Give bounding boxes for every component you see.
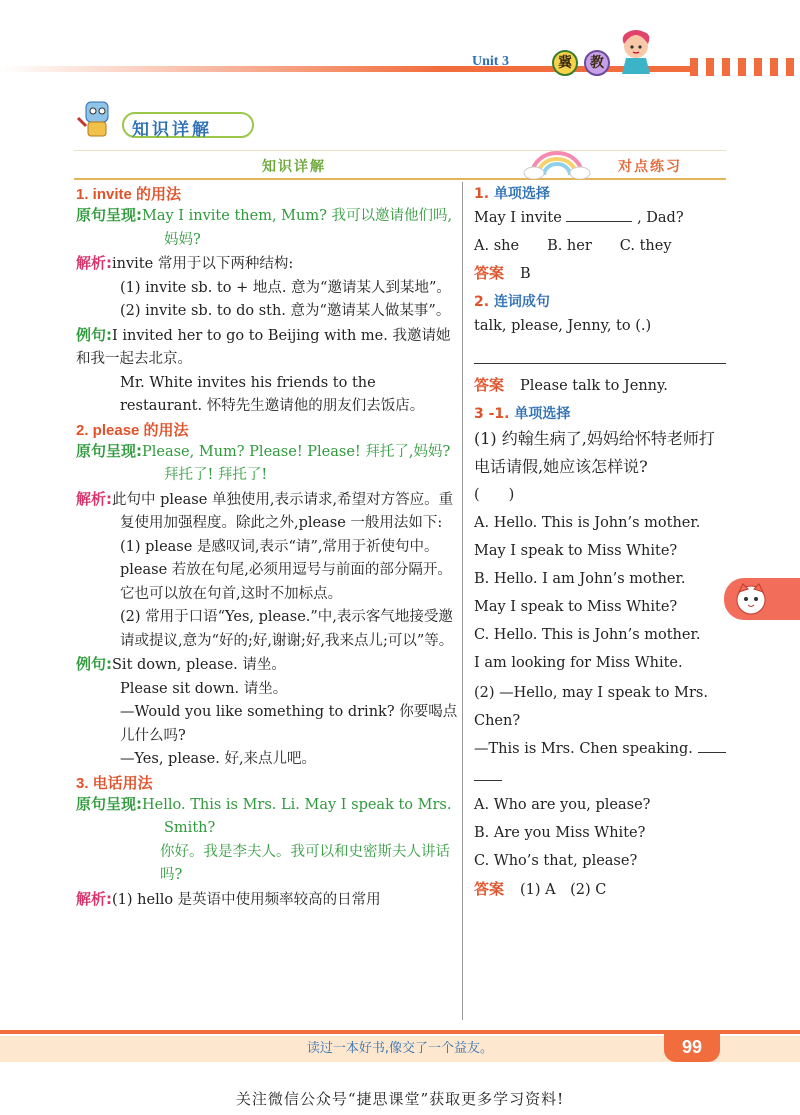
point-1-analysis-1: (1) invite sb. to + 地点. 意为“邀请某人到某地”。 bbox=[120, 279, 451, 296]
analysis-text: (1) hello 是英语中使用频率较高的日常用 bbox=[112, 891, 381, 908]
original-sentence-text: Hello. This is Mrs. Li. May I speak to Mrs. Smith? bbox=[142, 796, 452, 836]
q2-number: 2. bbox=[474, 293, 490, 310]
q1-options bbox=[474, 235, 726, 259]
q1-stem-b: , Dad? bbox=[637, 210, 684, 226]
q1-stem-a: May I invite bbox=[474, 210, 562, 226]
point-3-original-translation: 你好。我是李夫人。我可以和史密斯夫人讲话吗? bbox=[160, 843, 450, 883]
q3-2-option-c[interactable]: C. Who’s that, please? bbox=[474, 852, 638, 869]
girl-mascot-icon bbox=[606, 30, 666, 74]
point-3-analysis bbox=[76, 888, 458, 913]
point-2-example-2: Please sit down. 请坐。 bbox=[120, 680, 288, 697]
q3-2-blank-cont bbox=[474, 763, 726, 791]
q1-option-c[interactable]: C. they bbox=[619, 237, 672, 254]
q2-title: 连词成句 bbox=[493, 293, 550, 310]
q1-answer-value: B bbox=[520, 266, 531, 282]
footer-quote: 读过一本好书,像交了一个益友。 bbox=[0, 1036, 800, 1062]
q3-title: 单项选择 bbox=[514, 405, 571, 422]
original-sentence-text: May I invite them, Mum? 我可以邀请他们吗,妈妈? bbox=[142, 208, 453, 248]
point-3-heading: 3. 电话用法 bbox=[76, 774, 153, 792]
point-3-original-sentence bbox=[76, 793, 458, 841]
analysis-text: invite 常用于以下两种结构: bbox=[112, 256, 294, 272]
column-header-band bbox=[74, 150, 726, 180]
cat-face-icon bbox=[734, 582, 768, 616]
rainbow-cloud-icon bbox=[522, 149, 592, 179]
section-heading bbox=[74, 98, 254, 140]
q3-heading bbox=[474, 403, 726, 423]
publisher-badge-ji: 冀 bbox=[552, 50, 578, 76]
q3-answer bbox=[474, 875, 726, 905]
checker-decoration bbox=[690, 58, 800, 76]
point-1-analysis-2: (2) invite sb. to do sth. 意为“邀请某人做某事”。 bbox=[120, 303, 451, 319]
q1-answer bbox=[474, 262, 726, 287]
q3-2-reply-text: —This is Mrs. Chen speaking. bbox=[474, 740, 693, 757]
example-text: Sit down, please. 请坐。 bbox=[112, 657, 286, 673]
q3-1-option-a-line1[interactable]: A. Hello. This is John’s mother. bbox=[474, 514, 701, 531]
answer-label: 答案 bbox=[474, 879, 505, 898]
header-rule bbox=[0, 66, 800, 72]
original-sentence-label: 原句呈现: bbox=[76, 441, 142, 460]
q1-blank[interactable] bbox=[566, 208, 632, 222]
q1-title: 单项选择 bbox=[493, 186, 550, 202]
point-2-example-1 bbox=[76, 653, 458, 678]
section-heading-text: 知识详解 bbox=[132, 120, 212, 140]
unit-label: Unit 3 bbox=[472, 54, 509, 69]
q3-1-option-a-line2: May I speak to Miss White? bbox=[474, 542, 678, 559]
point-1-original-sentence bbox=[76, 204, 458, 252]
q3-1-option-b-line1[interactable]: B. Hello. I am John’s mother. bbox=[474, 570, 686, 587]
q2-answer-line[interactable] bbox=[474, 344, 726, 364]
point-1-example-2: Mr. White invites his friends to the restaurant. 怀特先生邀请他的朋友们去饭店。 bbox=[120, 374, 425, 414]
q1-option-b[interactable]: B. her bbox=[547, 237, 592, 254]
analysis-label: 解析: bbox=[76, 254, 112, 272]
q1-option-a[interactable]: A. she bbox=[474, 237, 520, 254]
q2-answer-value: Please talk to Jenny. bbox=[520, 378, 668, 394]
q3-1-paren[interactable]: ( ) bbox=[474, 486, 515, 503]
analysis-text: 此句中 please 单独使用,表示请求,希望对方答应。重复使用加强程度。除此之外,please 一般用法如下: bbox=[112, 491, 454, 531]
exercise-column bbox=[474, 183, 726, 905]
q2-heading bbox=[474, 291, 726, 311]
answer-label: 答案 bbox=[474, 376, 505, 394]
analysis-label: 解析: bbox=[76, 489, 112, 508]
q3-answer-value: (1) A (2) C bbox=[520, 881, 607, 898]
original-sentence-label: 原句呈现: bbox=[76, 794, 142, 813]
band-right-label: 对点练习 bbox=[618, 159, 682, 175]
point-1-analysis bbox=[76, 252, 458, 277]
q1-number: 1. bbox=[474, 186, 490, 202]
original-sentence-label: 原句呈现: bbox=[76, 206, 142, 224]
point-2-heading: 2. please 的用法 bbox=[76, 421, 189, 439]
point-2-example-3: —Would you like something to drink? 你要喝点儿什么吗? bbox=[120, 704, 458, 744]
example-text: I invited her to go to Beijing with me. 我邀请她和我一起去北京。 bbox=[76, 327, 451, 367]
point-1-example-1 bbox=[76, 324, 458, 372]
knowledge-column bbox=[76, 183, 458, 912]
q3-1-option-c-line2: I am looking for Miss White. bbox=[474, 654, 683, 671]
q3-2-blank[interactable] bbox=[698, 739, 726, 753]
band-left-label: 知识详解 bbox=[262, 159, 326, 175]
q3-2-option-b[interactable]: B. Are you Miss White? bbox=[474, 824, 646, 841]
example-label: 例句: bbox=[76, 655, 112, 673]
q3-number: 3 -1. bbox=[474, 405, 510, 422]
robot-icon bbox=[74, 98, 124, 140]
publisher-badge-jiao: 教 bbox=[584, 50, 610, 76]
q3-2-stem: (2) —Hello, may I speak to Mrs. Chen? bbox=[474, 684, 708, 729]
column-divider bbox=[462, 182, 463, 1020]
point-1-heading: 1. invite 的用法 bbox=[76, 186, 182, 203]
answer-label: 答案 bbox=[474, 264, 505, 282]
original-sentence-text: Please, Mum? Please! Please! 拜托了,妈妈? 拜托了! 拜托了! bbox=[142, 443, 451, 483]
q3-2-blank-continued[interactable] bbox=[474, 767, 502, 781]
promo-text: 关注微信公众号“捷思课堂”获取更多学习资料! bbox=[235, 1090, 565, 1108]
q1-stem bbox=[474, 207, 726, 231]
analysis-label: 解析: bbox=[76, 889, 112, 908]
point-2-example-4: —Yes, please. 好,来点儿吧。 bbox=[120, 751, 317, 767]
point-2-original-sentence bbox=[76, 440, 458, 488]
q3-2-reply bbox=[474, 735, 726, 763]
q3-1-stem: (1) 约翰生病了,妈妈给怀特老师打电话请假,她应该怎样说? bbox=[474, 428, 715, 476]
point-2-analysis bbox=[76, 488, 458, 536]
q3-1-option-c-line1[interactable]: C. Hello. This is John’s mother. bbox=[474, 626, 701, 643]
q3-2-option-a[interactable]: A. Who are you, please? bbox=[474, 796, 651, 813]
q3-1-option-b-line2: May I speak to Miss White? bbox=[474, 598, 678, 615]
q2-words: talk, please, Jenny, to (.) bbox=[474, 317, 652, 334]
point-2-analysis-1: (1) please 是感叹词,表示“请”,常用于祈使句中。please 若放在句尾,必须用逗号与前面的部分隔开。它也可以放在句首,这时不加标点。 bbox=[120, 538, 452, 602]
page-number: 99 bbox=[664, 1032, 720, 1062]
q1-heading bbox=[474, 183, 726, 203]
point-2-analysis-2: (2) 常用于口语“Yes, please.”中,表示客气地接受邀请或提议,意为“好的;好,谢谢;好,我来点儿;可以”等。 bbox=[120, 609, 454, 649]
q2-answer bbox=[474, 374, 726, 399]
example-label: 例句: bbox=[76, 325, 112, 344]
